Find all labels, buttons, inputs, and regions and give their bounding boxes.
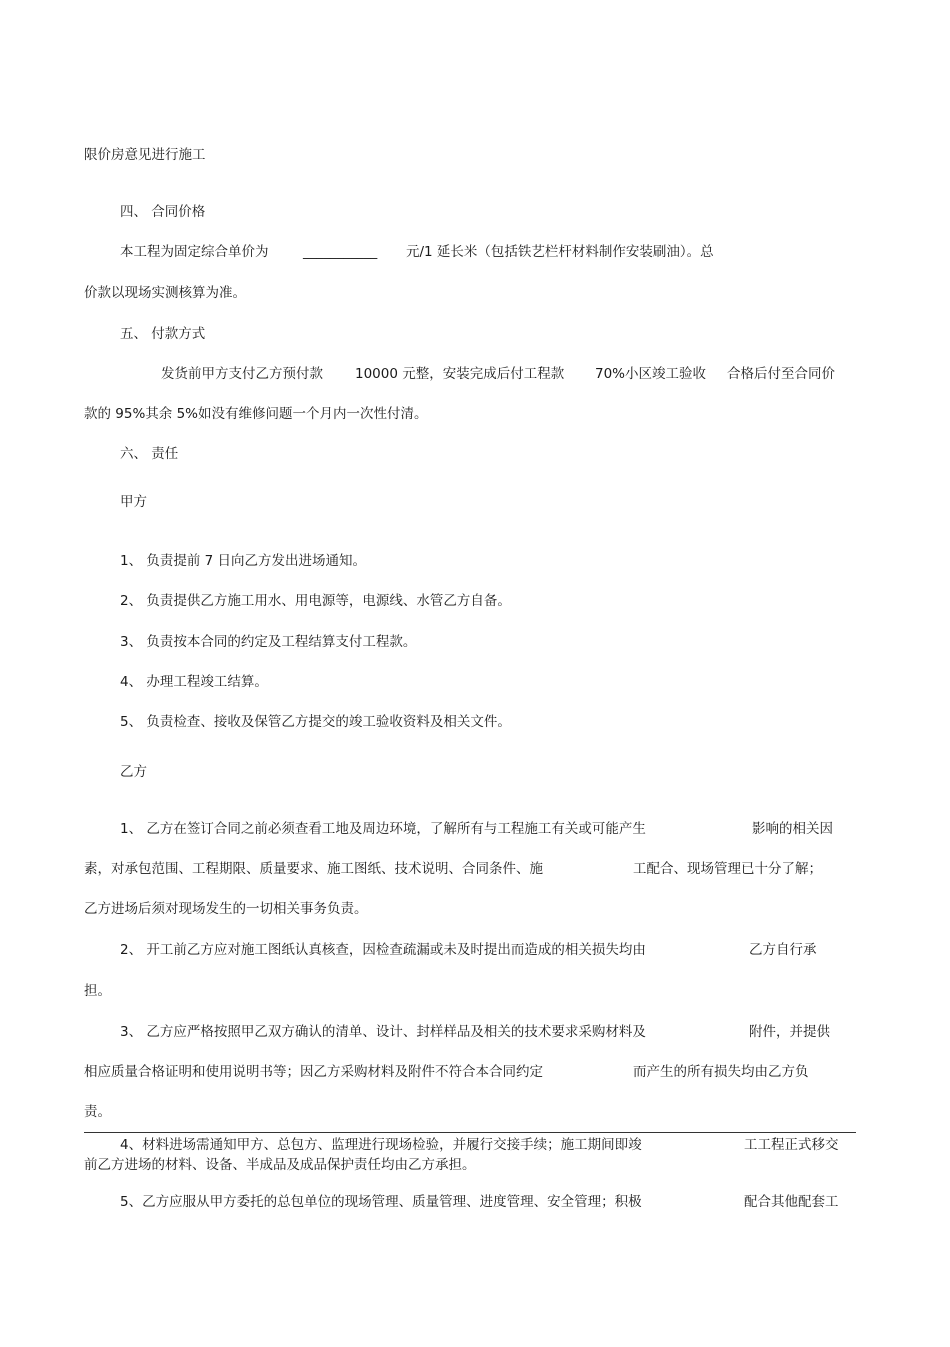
party-b-item4: 工工程正式移交: [744, 1137, 839, 1153]
party-a-item: 5、 负责检查、接收及保管乙方提交的竣工验收资料及相关文件。: [120, 714, 511, 730]
opening-line: 限价房意见进行施工: [84, 147, 206, 163]
section-5-text: 合格后付至合同价: [727, 366, 835, 382]
party-b-item2: 乙方自行承: [749, 942, 817, 958]
party-b-item2: 担。: [84, 983, 111, 999]
section-4-text: 价款以现场实测核算为准。: [84, 285, 246, 301]
party-b-heading: 乙方: [120, 764, 147, 780]
party-a-item: 4、 办理工程竣工结算。: [120, 674, 268, 690]
party-b-item4: 4、材料进场需通知甲方、总包方、监理进行现场检验，并履行交接手续；施工期间即竣: [120, 1137, 642, 1153]
party-b-item3: 相应质量合格证明和使用说明书等；因乙方采购材料及附件不符合本合同约定: [84, 1064, 543, 1080]
section-5-text: 发货前甲方支付乙方预付款: [161, 366, 323, 382]
party-b-item1: 1、 乙方在签订合同之前必须查看工地及周边环境，了解所有与工程施工有关或可能产生: [120, 821, 646, 837]
section-5-heading: 五、 付款方式: [120, 326, 206, 342]
party-a-item: 2、 负责提供乙方施工用水、用电源等，电源线、水管乙方自备。: [120, 593, 511, 609]
section-5-text: 70%小区竣工验收: [595, 366, 707, 382]
party-b-item3: 责。: [84, 1104, 111, 1120]
party-b-item2: 2、 开工前乙方应对施工图纸认真核查，因检查疏漏或未及时提出而造成的相关损失均由: [120, 942, 646, 958]
section-4-heading: 四、 合同价格: [120, 204, 206, 220]
party-b-item1: 素，对承包范围、工程期限、质量要求、施工图纸、技术说明、合同条件、施: [84, 861, 543, 877]
party-a-item: 1、 负责提前 7 日向乙方发出进场通知。: [120, 553, 367, 569]
party-b-item3: 而产生的所有损失均由乙方负: [633, 1064, 809, 1080]
party-b-item1: 乙方进场后须对现场发生的一切相关事务负责。: [84, 901, 368, 917]
party-b-item5: 配合其他配套工: [744, 1194, 839, 1210]
party-b-item5: 5、乙方应服从甲方委托的总包单位的现场管理、质量管理、进度管理、安全管理；积极: [120, 1194, 642, 1210]
section-5-text: 款的 95%其余 5%如没有维修问题一个月内一次性付清。: [84, 406, 428, 422]
section-6-heading: 六、 责任: [120, 446, 179, 462]
party-a-item: 3、 负责按本合同的约定及工程结算支付工程款。: [120, 634, 417, 650]
horizontal-divider: [84, 1132, 856, 1133]
section-4-text: 本工程为固定综合单价为: [120, 244, 269, 260]
section-5-text: 10000 元整，安装完成后付工程款: [355, 366, 565, 382]
party-b-item3: 附件，并提供: [749, 1024, 830, 1040]
party-a-heading: 甲方: [120, 494, 147, 510]
party-b-item1: 工配合、现场管理已十分了解；: [633, 861, 822, 877]
section-4-text: 元/1 延长米（包括铁艺栏杆材料制作安装刷油）。总: [406, 244, 714, 260]
party-b-item4: 前乙方进场的材料、设备、半成品及成品保护责任均由乙方承担。: [84, 1157, 476, 1173]
party-b-item1: 影响的相关因: [752, 821, 833, 837]
party-b-item3: 3、 乙方应严格按照甲乙双方确认的清单、设计、封样样品及相关的技术要求采购材料及: [120, 1024, 646, 1040]
price-blank: ___________: [303, 244, 378, 260]
